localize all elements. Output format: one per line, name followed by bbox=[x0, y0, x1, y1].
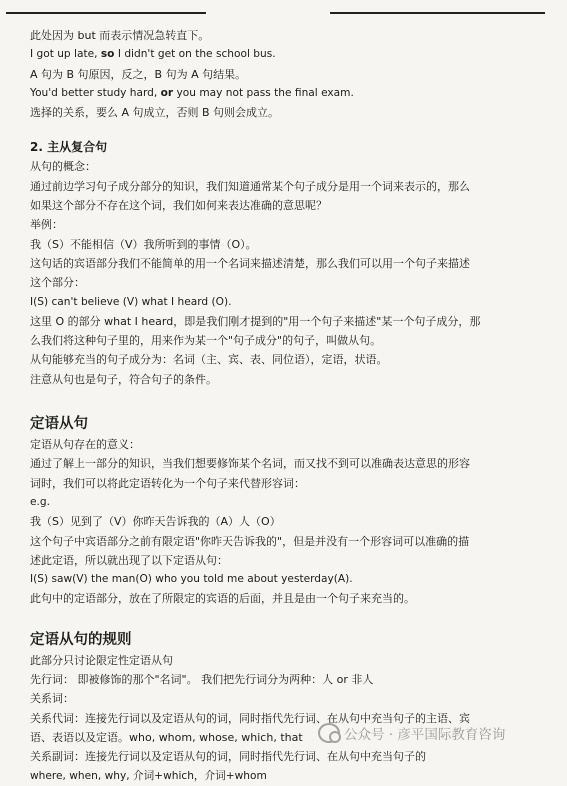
text-line: 关系词： bbox=[30, 692, 74, 706]
example-sentence: I(S) can't believe (V) what I heard (O). bbox=[30, 295, 232, 308]
text-line: 这句话的宾语部分我们不能简单的用一个名词来描述清楚，那么我们可以用一个句子来描述 bbox=[30, 256, 470, 270]
text-line: 么我们将这种句子里的，用来作为某一个"句子成分"的句子，叫做从句。 bbox=[30, 334, 382, 348]
text-line: 通过了解上一部分的知识，当我们想要修饰某个名词，而又找不到可以准确表达意思的形容 bbox=[30, 457, 470, 471]
text-line: 语、表语以及定语。who, whom, whose, which, that bbox=[30, 730, 303, 744]
watermark bbox=[318, 719, 558, 747]
text-line: 我（S）不能相信（V）我所听到的事情（O）。 bbox=[30, 237, 257, 251]
text-line: 此部分只讨论限定性定语从句 bbox=[30, 653, 173, 667]
text-line: 通过前边学习句子成分部分的知识，我们知道通常某个句子成分是用一个词来表示的，那么 bbox=[30, 179, 470, 193]
text-line: 选择的关系，要么 A 句成立，否则 B 句则会成立。 bbox=[30, 106, 280, 120]
example-sentence: I(S) saw(V) the man(O) who you told me about yesterday(A). bbox=[30, 573, 353, 586]
example-sentence-or bbox=[30, 84, 550, 103]
document-body bbox=[30, 26, 550, 786]
text-line: 这里 O 的部分 what I heard，即是我们刚才提到的"用一个句子来描述"某一个句子成分，那 bbox=[30, 314, 481, 328]
text-line: 此句中的定语部分，放在了所限定的宾语的后面，并且是由一个句子来充当的。 bbox=[30, 592, 415, 606]
text-line: where, when, why, 介词+which，介词+whom bbox=[30, 769, 267, 782]
section-heading-complex-sentence: 2. 主从复合句 bbox=[30, 140, 108, 155]
text-line: 先行词： 即被修饰的那个"名词"。 我们把先行词分为两种：人 or 非人 bbox=[30, 673, 374, 687]
example-sentence-so bbox=[30, 45, 550, 64]
text-line: 注意从句也是句子，符合句子的条件。 bbox=[30, 372, 217, 386]
sentence-part: you may not pass the final exam. bbox=[173, 86, 354, 99]
text-line: 这个句子中宾语部分之前有限定语"你昨天告诉我的"，但是并没有一个形容词可以准确的描 bbox=[30, 534, 470, 548]
text-line: 此处因为 but 而表示情况急转直下。 bbox=[30, 29, 210, 42]
text-line: 如果这个部分不存在这个词，我们如何来表达准确的意思呢？ bbox=[30, 199, 327, 213]
watermark-text: 公众号 · 彦平国际教育咨询 bbox=[344, 727, 506, 743]
conjunction-keyword: or bbox=[160, 86, 174, 99]
text-line: 我（S）见到了（V）你昨天告诉我的（A）人（O） bbox=[30, 515, 281, 529]
sentence-part: You'd better study hard, bbox=[30, 86, 161, 99]
text-line: A 句为 B 句原因，反之，B 句为 A 句结果。 bbox=[30, 67, 247, 81]
text-line: 定语从句存在的意义： bbox=[30, 438, 140, 452]
text-line: 关系代词：连接先行词以及定语从句的词，同时指代先行词、在从句中充当句子的主语、宾 bbox=[30, 711, 470, 725]
text-line: 从句能够充当的句子成分为：名词（主、宾、表、同位语），定语，状语。 bbox=[30, 353, 388, 367]
conjunction-keyword: so bbox=[100, 48, 115, 61]
wechat-logo-icon bbox=[318, 723, 340, 743]
top-rule-left bbox=[6, 12, 206, 14]
section-heading-attributive-rules: 定语从句的规则 bbox=[30, 631, 132, 648]
text-line: 这个部分： bbox=[30, 276, 85, 290]
text-line: 述此定语，所以就出现了以下定语从句： bbox=[30, 553, 228, 567]
top-rule-right bbox=[330, 12, 545, 14]
text-line: 关系副词：连接先行词以及定语从句的词，同时指代先行词、在从句中充当句子的 bbox=[30, 750, 426, 764]
section-heading-attributive-clause: 定语从句 bbox=[30, 416, 88, 433]
sentence-part: I didn't get on the school bus. bbox=[114, 48, 276, 61]
text-line: 词时，我们可以将此定语转化为一个句子来代替形容词： bbox=[30, 476, 305, 490]
sentence-part: I got up late, bbox=[30, 48, 101, 61]
text-line: e.g. bbox=[30, 495, 50, 508]
text-line: 从句的概念： bbox=[30, 160, 96, 174]
text-line: 举例： bbox=[30, 218, 63, 232]
